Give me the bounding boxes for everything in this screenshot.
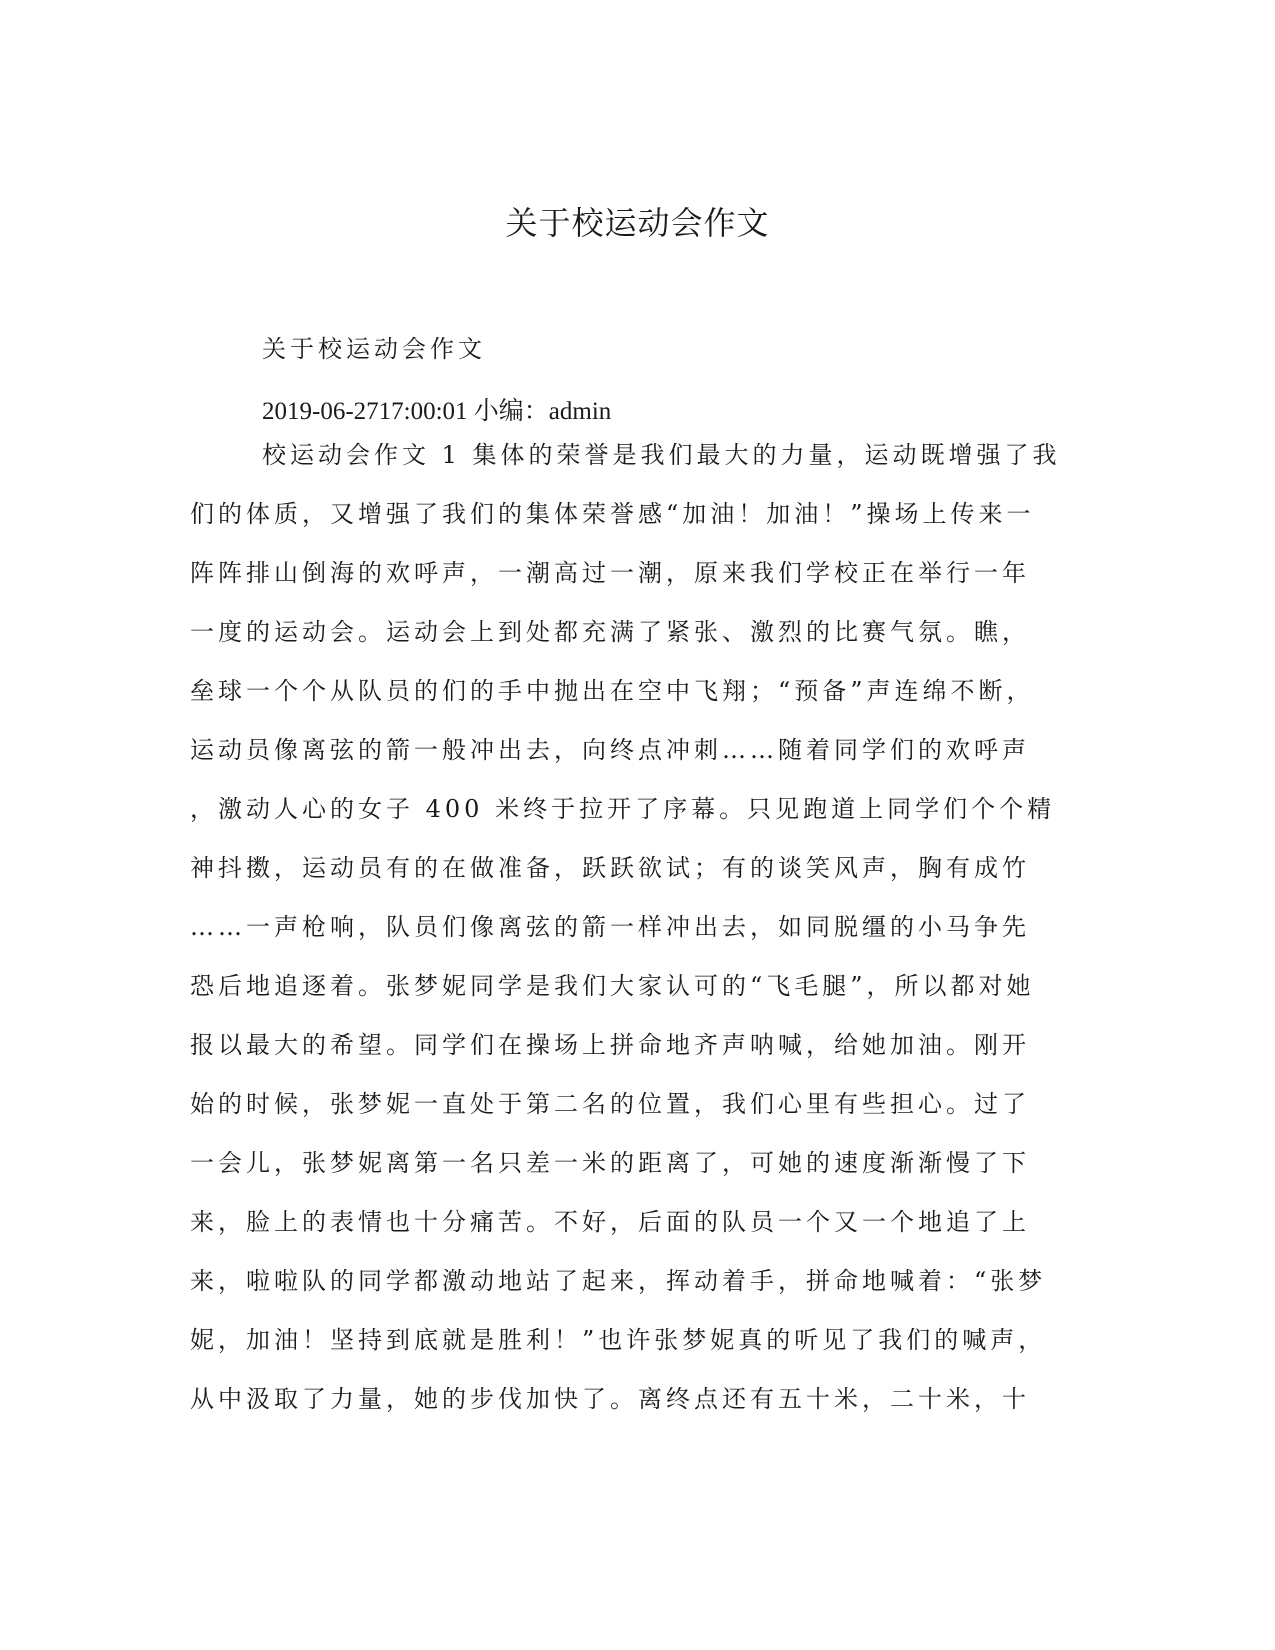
body-line: 运动员像离弦的箭一般冲出去，向终点冲刺……随着同学们的欢呼声 <box>190 736 1030 764</box>
body-line: 神抖擞，运动员有的在做准备，跃跃欲试；有的谈笑风声，胸有成竹 <box>190 854 1030 882</box>
body-line: 来，脸上的表情也十分痛苦。不好，后面的队员一个又一个地追了上 <box>190 1208 1030 1236</box>
body-line: 一会儿，张梦妮离第一名只差一米的距离了，可她的速度渐渐慢了下 <box>190 1149 1030 1177</box>
body-line: 阵阵排山倒海的欢呼声，一潮高过一潮，原来我们学校正在举行一年 <box>190 559 1030 587</box>
article-meta: 2019-06-2717:00:01 小编：admin <box>262 398 612 425</box>
article-subtitle: 关于校运动会作文 <box>262 335 486 363</box>
body-line: 妮，加油！坚持到底就是胜利！”也许张梦妮真的听见了我们的喊声， <box>190 1326 1047 1354</box>
body-line: 来，啦啦队的同学都激动地站了起来，挥动着手，拼命地喊着：“张梦 <box>190 1267 1047 1295</box>
body-line: 垒球一个个从队员的们的手中抛出在空中飞翔；“预备”声连绵不断， <box>190 677 1035 705</box>
body-line: 校运动会作文 1 集体的荣誉是我们最大的力量，运动既增强了我 <box>262 441 1061 469</box>
body-line: 报以最大的希望。同学们在操场上拼命地齐声呐喊，给她加油。刚开 <box>190 1031 1030 1059</box>
body-line: ，激动人心的女子 400 米终于拉开了序幕。只见跑道上同学们个个精 <box>190 795 1056 823</box>
body-line: 一度的运动会。运动会上到处都充满了紧张、激烈的比赛气氛。瞧， <box>190 618 1030 646</box>
body-line: 恐后地追逐着。张梦妮同学是我们大家认可的“飞毛腿”，所以都对她 <box>190 972 1035 1000</box>
page-title: 关于校运动会作文 <box>505 204 770 242</box>
body-line: ……一声枪响，队员们像离弦的箭一样冲出去，如同脱缰的小马争先 <box>190 913 1030 941</box>
body-line: 从中汲取了力量，她的步伐加快了。离终点还有五十米，二十米，十 <box>190 1385 1030 1413</box>
body-line: 们的体质，又增强了我们的集体荣誉感“加油！加油！”操场上传来一 <box>190 500 1035 528</box>
body-line: 始的时候，张梦妮一直处于第二名的位置，我们心里有些担心。过了 <box>190 1090 1030 1118</box>
